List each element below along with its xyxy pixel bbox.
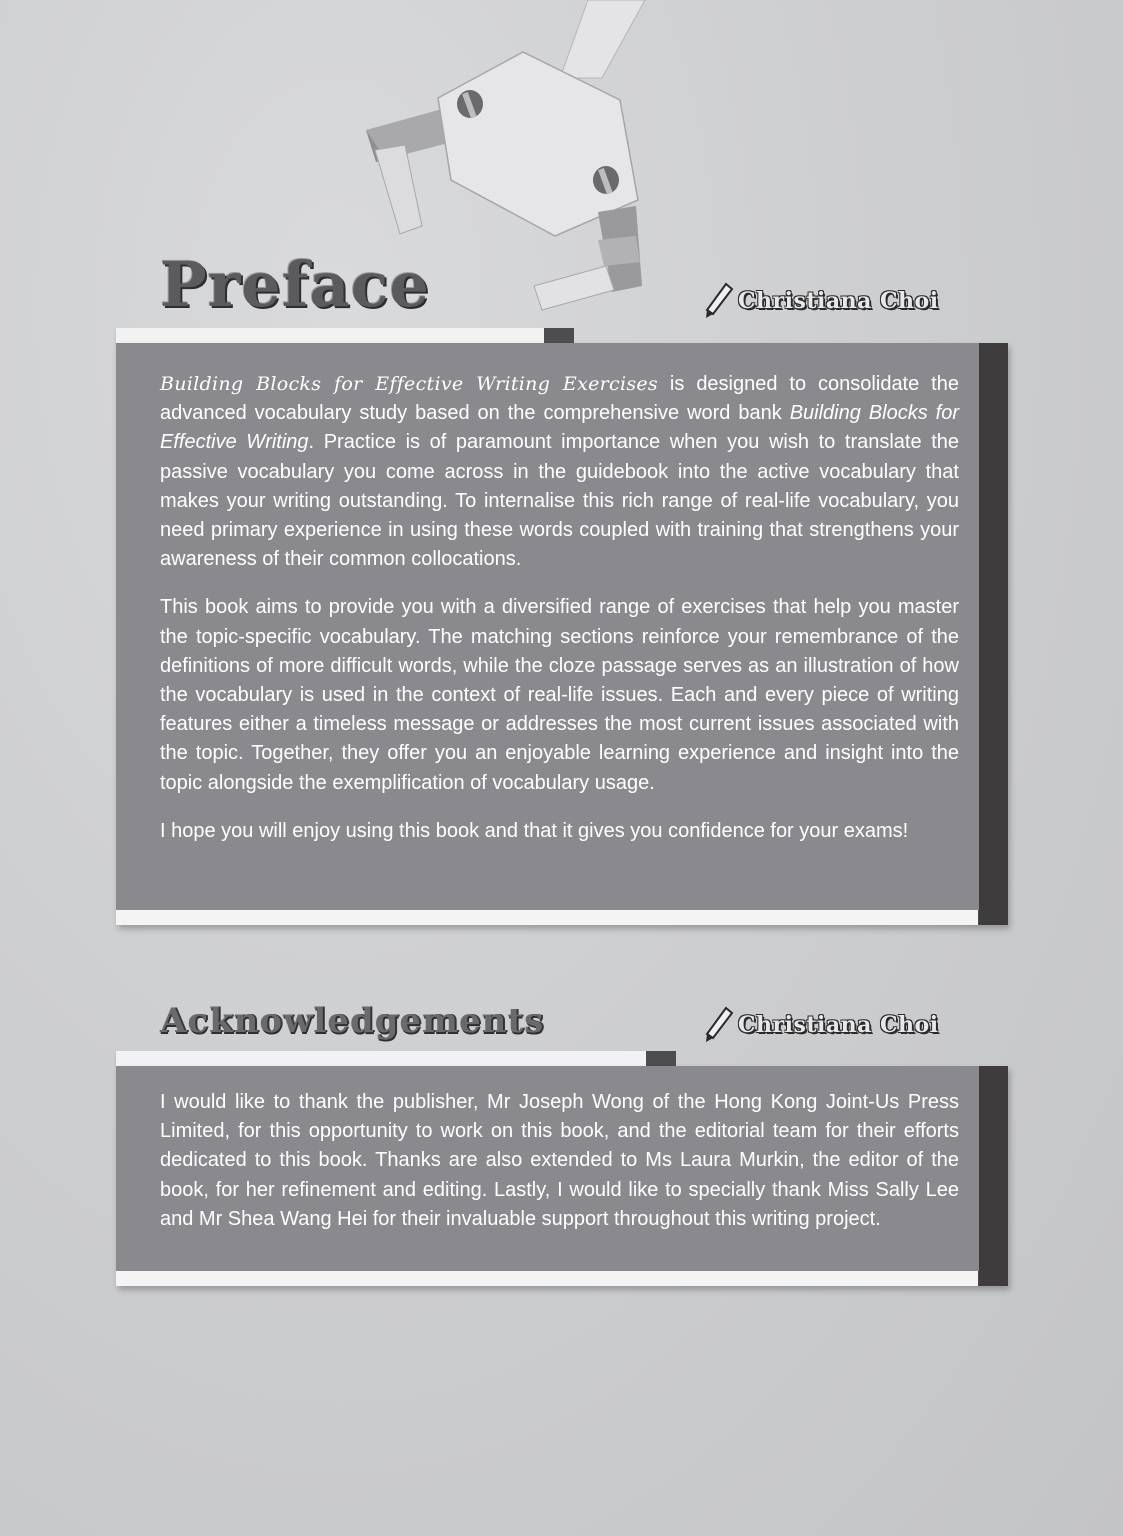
- preface-paragraph-2: This book aims to provide you with a diversified range of exercises that help you master the topic-specific vocabulary. The matching sections reinforce your remembrance of the definitions of more difficult words, while the cloze passage serves as an illustration of how the vocabulary is used in the context of real-life issues. Each and every piece of writing features either a timeless message or addresses the most current issues associated with the topic. Together, they offer you an enjoyable learning experience and insight into the topic alongside the exemplification of vocabulary usage.: [160, 596, 959, 794]
- author-name: Christiana Choi: [738, 288, 939, 314]
- panel-bottom-bar: [116, 1271, 978, 1286]
- preface-paragraph-1: Building Blocks for Effective Writing Exercises is designed to consolidate the advanced vocabulary study based on the comprehensive word bank Building Blocks for Effective Writing. Practice is of paramount importance when you wish to translate the passive vocabulary you come across in the guidebook into the active vocabulary that makes your writing outstanding. To internalise this rich range of real-life vocabulary, you need primary experience in using these words coupled with training that strengthens your awareness of their common collocations.: [160, 373, 960, 571]
- panel-top-bar: [116, 1051, 646, 1067]
- author-name: Christiana Choi: [738, 1012, 939, 1038]
- preface-paragraph-3: I hope you will enjoy using this book and that it gives you confidence for your exams!: [160, 819, 909, 842]
- acknowledgements-body: [160, 1088, 959, 1253]
- page-title: Preface: [160, 248, 430, 321]
- author-byline: [704, 282, 939, 320]
- panel-bottom-bar: [116, 910, 978, 925]
- preface-panel: [116, 343, 1008, 925]
- guidebook-title: Building Blocks for Effective Writing: [160, 402, 959, 454]
- author-byline: [704, 1006, 939, 1044]
- book-title: Building Blocks for Effective Writing Exercises: [160, 373, 658, 395]
- acknowledgements-paragraph: I would like to thank the publisher, Mr Joseph Wong of the Hong Kong Joint-Us Press Limited, for this opportunity to work on this book, and the editorial team for their efforts dedicated to this book. Thanks are also extended to Ms Laura Murkin, the editor of the book, for her refinement and editing. Lastly, I would like to specially thank Miss Sally Lee and Mr Shea Wang Hei for their invaluable support throughout this writing project.: [160, 1091, 959, 1230]
- panel-top-bar: [116, 328, 544, 344]
- acknowledgements-panel: [116, 1066, 1008, 1286]
- section-title: Acknowledgements: [160, 1001, 545, 1041]
- pencil-icon: [704, 1006, 734, 1044]
- preface-body: [160, 370, 959, 865]
- pencil-icon: [704, 282, 734, 320]
